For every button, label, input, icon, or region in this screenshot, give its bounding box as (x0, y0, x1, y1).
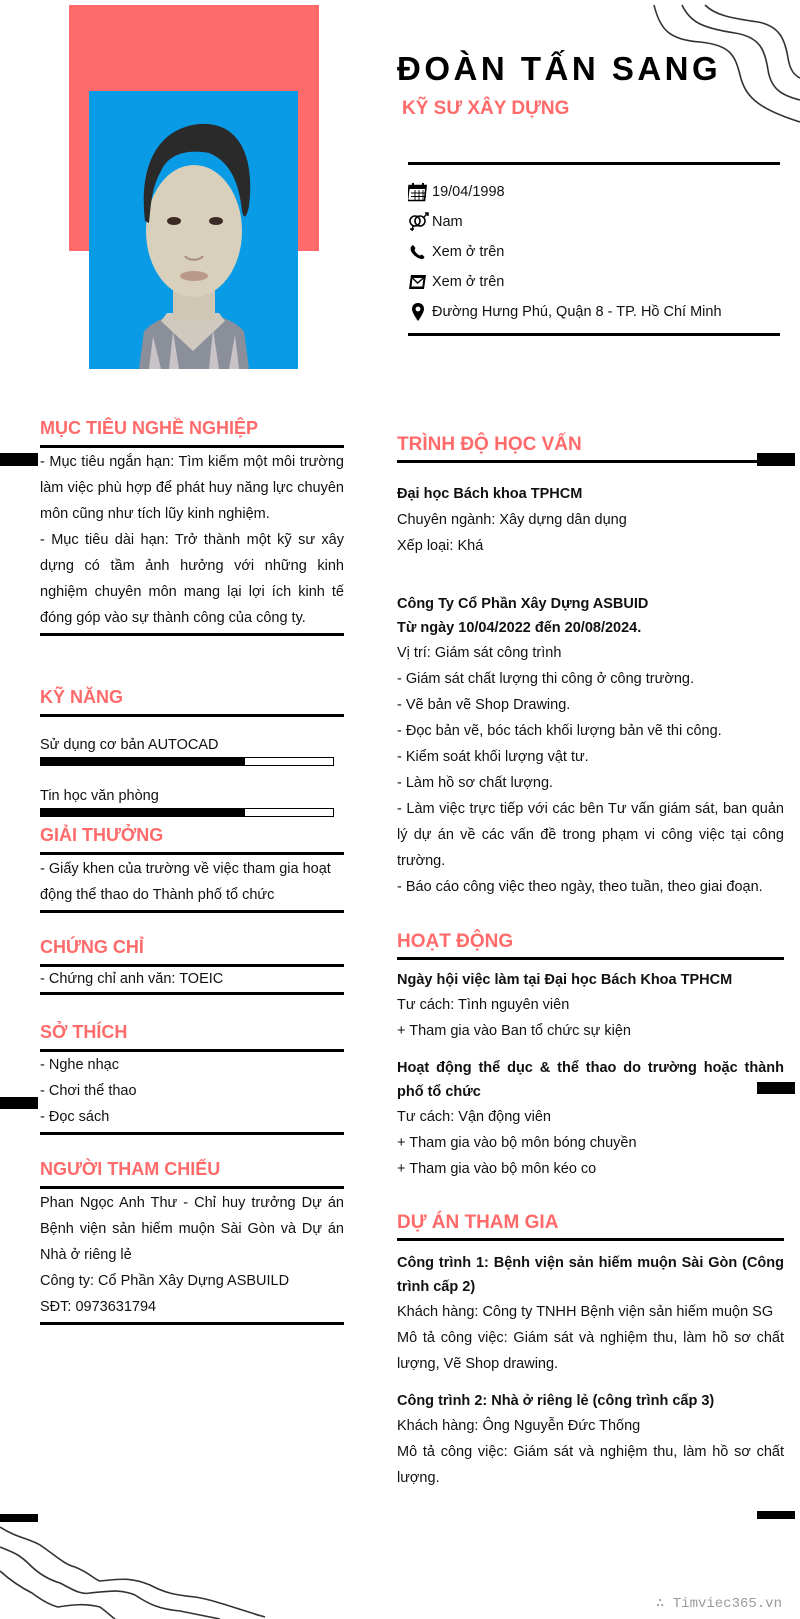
info-phone: Xem ở trên (408, 237, 780, 267)
skill-fill (41, 758, 245, 765)
section-rule (397, 460, 784, 463)
info-gender: Nam (408, 207, 780, 237)
activity-name: Hoạt động thể dục & thể thao do trường hoặc thành phố tổ chức (397, 1060, 784, 1100)
section-certificates (40, 937, 344, 995)
skill-item (40, 735, 344, 766)
section-title: CHỨNG CHỈ (40, 937, 144, 957)
objective-short-term: - Mục tiêu ngắn hạn: Tìm kiếm một môi trường làm việc phù hợp để phát huy năng lực chuyên môn cũng như tích lũy kinh nghiệm. (40, 454, 344, 522)
decor-marker (757, 1511, 795, 1519)
section-title: NGƯỜI THAM CHIẾU (40, 1159, 221, 1179)
activity-detail: + Tham gia vào bộ môn bóng chuyền (397, 1135, 637, 1151)
watermark: ∴ Timviec365.vn (655, 1596, 782, 1612)
section-experience (397, 592, 784, 900)
info-email: Xem ở trên (408, 267, 780, 297)
experience-duty: - Báo cáo công việc theo ngày, theo tuần, theo giai đoạn. (397, 879, 763, 895)
gender-icon (408, 211, 432, 233)
personal-info (408, 162, 780, 336)
decor-marker (0, 1097, 38, 1109)
section-rule (40, 1186, 344, 1189)
section-title: HOẠT ĐỘNG (397, 931, 514, 952)
section-rule (397, 1238, 784, 1241)
project-client: Khách hàng: Công ty TNHH Bệnh viện sản hiếm muộn SG (397, 1304, 774, 1320)
skill-bar (40, 757, 334, 766)
wave-decoration-bottom (0, 1525, 270, 1619)
section-rule (40, 633, 344, 636)
section-rule (40, 1132, 344, 1135)
location-icon (408, 301, 432, 323)
objective-long-term: - Mục tiêu dài hạn: Trở thành một kỹ sư xây dựng có tầm ảnh hưởng với những kinh nghiệm chuyên môn mang lại lợi ích kinh tế đóng góp vào sự thành công của công ty. (40, 532, 344, 626)
section-title: DỰ ÁN THAM GIA (397, 1212, 559, 1233)
email-icon (408, 271, 432, 293)
hobby-item: - Nghe nhạc (40, 1057, 119, 1073)
info-birthdate: 19/04/1998 (408, 177, 780, 207)
info-address: Đường Hưng Phú, Quận 8 - TP. Hồ Chí Minh (408, 297, 780, 327)
skill-label: Tin học văn phòng (40, 788, 159, 804)
experience-duty: - Giám sát chất lượng thi công ở công trường. (397, 671, 694, 687)
activity-role: Tư cách: Tình nguyên viên (397, 997, 570, 1013)
reference-company: Công ty: Cổ Phần Xây Dựng ASBUILD (40, 1273, 290, 1289)
section-rule (40, 714, 344, 717)
project-name: Công trình 1: Bệnh viện sản hiếm muộn Sài Gòn (Công trình cấp 2) (397, 1255, 784, 1295)
experience-duty: - Vẽ bản vẽ Shop Drawing. (397, 697, 571, 713)
section-rule (40, 852, 344, 855)
avatar (89, 91, 298, 369)
experience-duty: - Làm hồ sơ chất lượng. (397, 775, 554, 791)
reference-description: Phan Ngọc Anh Thư - Chỉ huy trưởng Dự án Bệnh viện sản hiếm muộn Sài Gòn và Dự án Nhà ở riêng lẻ (40, 1195, 344, 1263)
section-title: GIẢI THƯỞNG (40, 825, 164, 845)
section-rule (40, 1322, 344, 1325)
skill-fill (41, 809, 245, 816)
decor-marker (0, 1514, 38, 1522)
award-text: - Giấy khen của trường về việc tham gia hoạt động thể thao do Thành phố tổ chức (40, 861, 331, 903)
section-activities (397, 931, 784, 1182)
section-title: MỤC TIÊU NGHỀ NGHIỆP (40, 418, 259, 438)
experience-period: Từ ngày 10/04/2022 đến 20/08/2024. (397, 620, 642, 636)
skill-item (40, 786, 344, 817)
project-description: Mô tả công việc: Giám sát và nghiệm thu, làm hồ sơ chất lượng. (397, 1444, 784, 1486)
activity-role: Tư cách: Vận động viên (397, 1109, 551, 1125)
section-rule (40, 992, 344, 995)
activity-detail: + Tham gia vào Ban tổ chức sự kiện (397, 1023, 631, 1039)
job-title: KỸ SƯ XÂY DỰNG (402, 98, 570, 119)
experience-duty: - Kiểm soát khối lượng vật tư. (397, 749, 589, 765)
section-projects (397, 1212, 784, 1491)
hobby-item: - Đọc sách (40, 1109, 110, 1125)
certificate-item: - Chứng chỉ anh văn: TOEIC (40, 971, 224, 987)
section-title: KỸ NĂNG (40, 687, 124, 707)
experience-duty: - Đọc bản vẽ, bóc tách khối lượng bản vẽ thi công. (397, 723, 722, 739)
hobby-item: - Chơi thể thao (40, 1083, 137, 1099)
section-awards (40, 825, 344, 913)
experience-duty: - Làm việc trực tiếp với các bên Tư vấn giám sát, ban quản lý dự án về các vấn đề trong phạm vi công việc tại công trường. (397, 801, 784, 869)
decor-marker (0, 453, 38, 466)
section-rule (40, 445, 344, 448)
section-title: SỞ THÍCH (40, 1022, 128, 1042)
education-school: Đại học Bách khoa TPHCM (397, 486, 583, 502)
project-client: Khách hàng: Ông Nguyễn Đức Thống (397, 1418, 641, 1434)
section-skills (40, 687, 344, 817)
skill-bar (40, 808, 334, 817)
phone-icon (408, 241, 432, 263)
reference-phone: SĐT: 0973631794 (40, 1299, 157, 1315)
section-rule (397, 957, 784, 960)
section-objective (40, 418, 344, 636)
activity-detail: + Tham gia vào bộ môn kéo co (397, 1161, 597, 1177)
experience-position: Vị trí: Giám sát công trình (397, 645, 562, 661)
project-description: Mô tả công việc: Giám sát và nghiệm thu, làm hồ sơ chất lượng, Vẽ Shop drawing. (397, 1330, 784, 1372)
project-name: Công trình 2: Nhà ở riêng lẻ (công trình cấp 3) (397, 1393, 715, 1409)
section-title: TRÌNH ĐỘ HỌC VẤN (397, 434, 582, 455)
section-education (397, 434, 784, 559)
education-major: Chuyên ngành: Xây dựng dân dụng (397, 512, 627, 528)
candidate-name: ĐOÀN TẤN SANG (397, 50, 722, 87)
experience-company: Công Ty Cổ Phần Xây Dựng ASBUID (397, 596, 649, 612)
section-rule (40, 910, 344, 913)
section-references (40, 1159, 344, 1325)
calendar-icon (408, 181, 432, 203)
activity-name: Ngày hội việc làm tại Đại học Bách Khoa TPHCM (397, 972, 733, 988)
education-grade: Xếp loại: Khá (397, 538, 484, 554)
skill-label: Sử dụng cơ bản AUTOCAD (40, 737, 219, 753)
section-hobbies (40, 1022, 344, 1135)
